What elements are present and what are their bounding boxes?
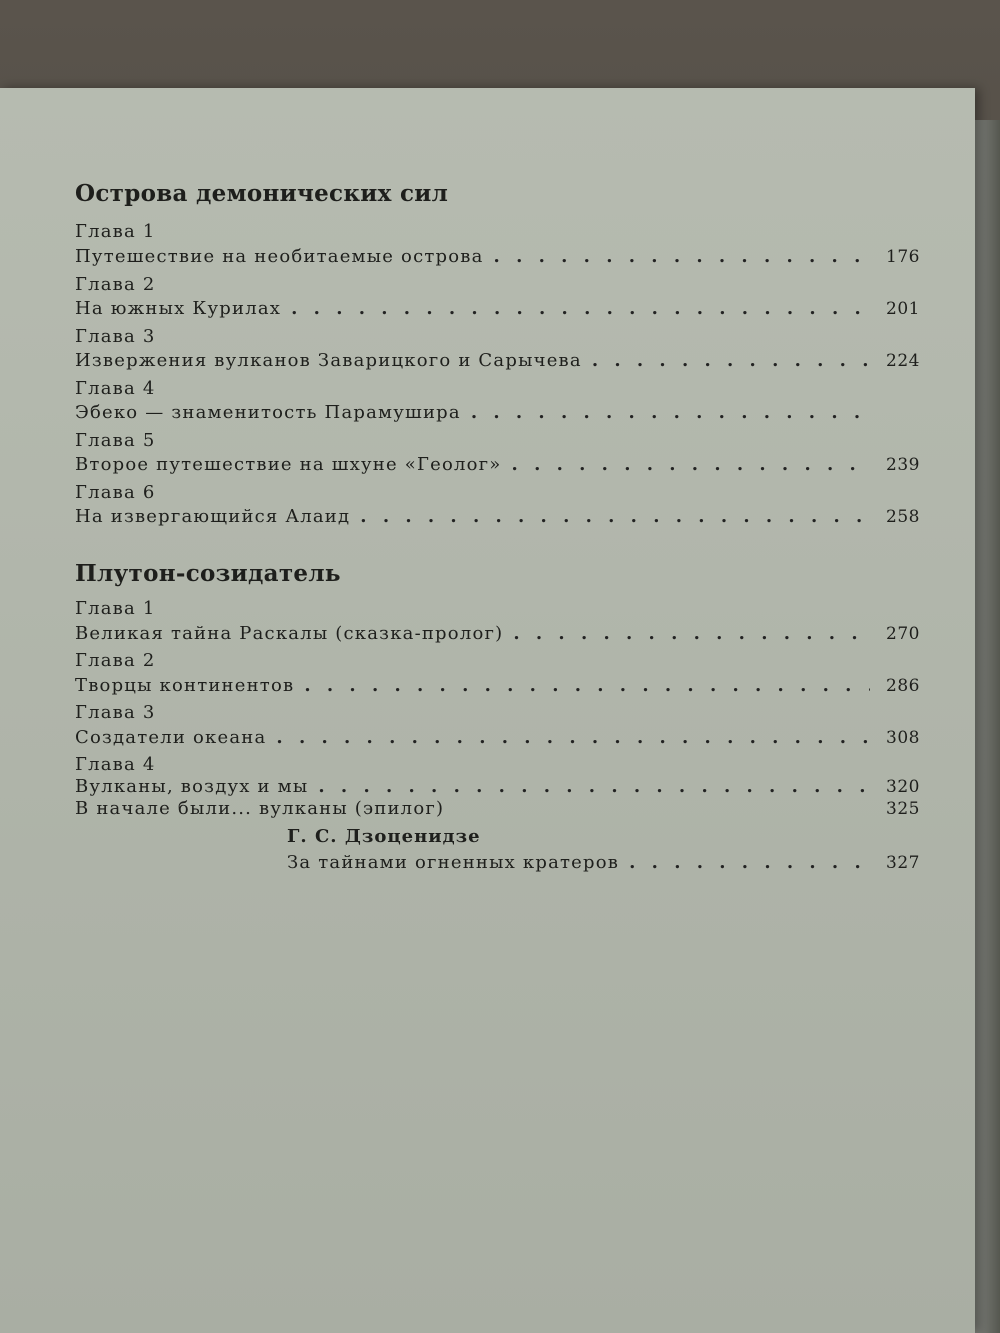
- chapter-label: Глава 2: [75, 650, 156, 671]
- entry-title: Извержения вулканов Заварицкого и Сарычева: [75, 350, 582, 371]
- page-number: 239: [886, 455, 920, 475]
- page-number: 176: [886, 247, 920, 267]
- toc-entry[interactable]: [75, 454, 920, 480]
- page-number: 320: [886, 777, 920, 797]
- entry-title: На извергающийся Алаид: [75, 506, 351, 527]
- page-number: 224: [886, 351, 920, 371]
- toc-entry[interactable]: [75, 727, 920, 753]
- chapter-label: Глава 1: [75, 598, 156, 619]
- entry-title: Второе путешествие на шхуне «Геолог»: [75, 454, 502, 475]
- toc-entry[interactable]: [75, 350, 920, 376]
- dot-leader: [629, 852, 870, 873]
- entry-title: На южных Курилах: [75, 298, 282, 319]
- chapter-label: Глава 6: [75, 482, 156, 503]
- toc-entry[interactable]: [75, 675, 920, 701]
- chapter-label: Глава 1: [75, 221, 156, 242]
- toc-entry[interactable]: [75, 298, 920, 324]
- toc-entry-epilogue[interactable]: [75, 798, 920, 824]
- dot-leader: [512, 454, 870, 475]
- toc-entry[interactable]: [75, 402, 920, 428]
- toc-entry-afterword[interactable]: [287, 852, 920, 878]
- entry-title: Эбеко — знаменитость Парамушира: [75, 402, 461, 423]
- dot-leader: [360, 506, 870, 527]
- entry-title: В начале были... вулканы (эпилог): [75, 798, 445, 819]
- dot-leader: [494, 246, 870, 267]
- afterword-author: Г. С. Дзоценидзе: [287, 826, 481, 847]
- chapter-label: Глава 2: [75, 274, 156, 295]
- entry-title: Творцы континентов: [75, 675, 295, 696]
- entry-title: Путешествие на необитаемые острова: [75, 246, 484, 267]
- toc-entry[interactable]: [75, 246, 920, 272]
- page-number: 308: [886, 728, 920, 748]
- dot-leader: [304, 675, 870, 696]
- entry-title: Великая тайна Раскалы (сказка-пролог): [75, 623, 504, 644]
- entry-title: Вулканы, воздух и мы: [75, 776, 309, 797]
- section-title: Плутон-созидатель: [75, 560, 341, 587]
- book-page: [0, 88, 975, 1333]
- page-number: 286: [886, 676, 920, 696]
- chapter-label: Глава 5: [75, 430, 156, 451]
- dot-leader: [592, 350, 870, 371]
- chapter-label: Глава 3: [75, 326, 156, 347]
- entry-title: Создатели океана: [75, 727, 267, 748]
- dot-leader: [276, 727, 870, 748]
- dot-leader: [318, 776, 870, 797]
- toc-entry[interactable]: [75, 506, 920, 532]
- entry-title: За тайнами огненных кратеров: [287, 852, 620, 873]
- page-number: 325: [886, 799, 920, 819]
- page-number: 327: [886, 853, 920, 873]
- dot-leader: [513, 623, 870, 644]
- section-title: Острова демонических сил: [75, 180, 449, 207]
- dot-leader: [291, 298, 870, 319]
- chapter-label: Глава 3: [75, 702, 156, 723]
- dot-leader: [471, 402, 870, 423]
- toc-entry[interactable]: [75, 623, 920, 649]
- chapter-label: Глава 4: [75, 378, 156, 399]
- page-number: 270: [886, 624, 920, 644]
- chapter-label: Глава 4: [75, 754, 156, 775]
- page-number: 201: [886, 299, 920, 319]
- page-number: 258: [886, 507, 920, 527]
